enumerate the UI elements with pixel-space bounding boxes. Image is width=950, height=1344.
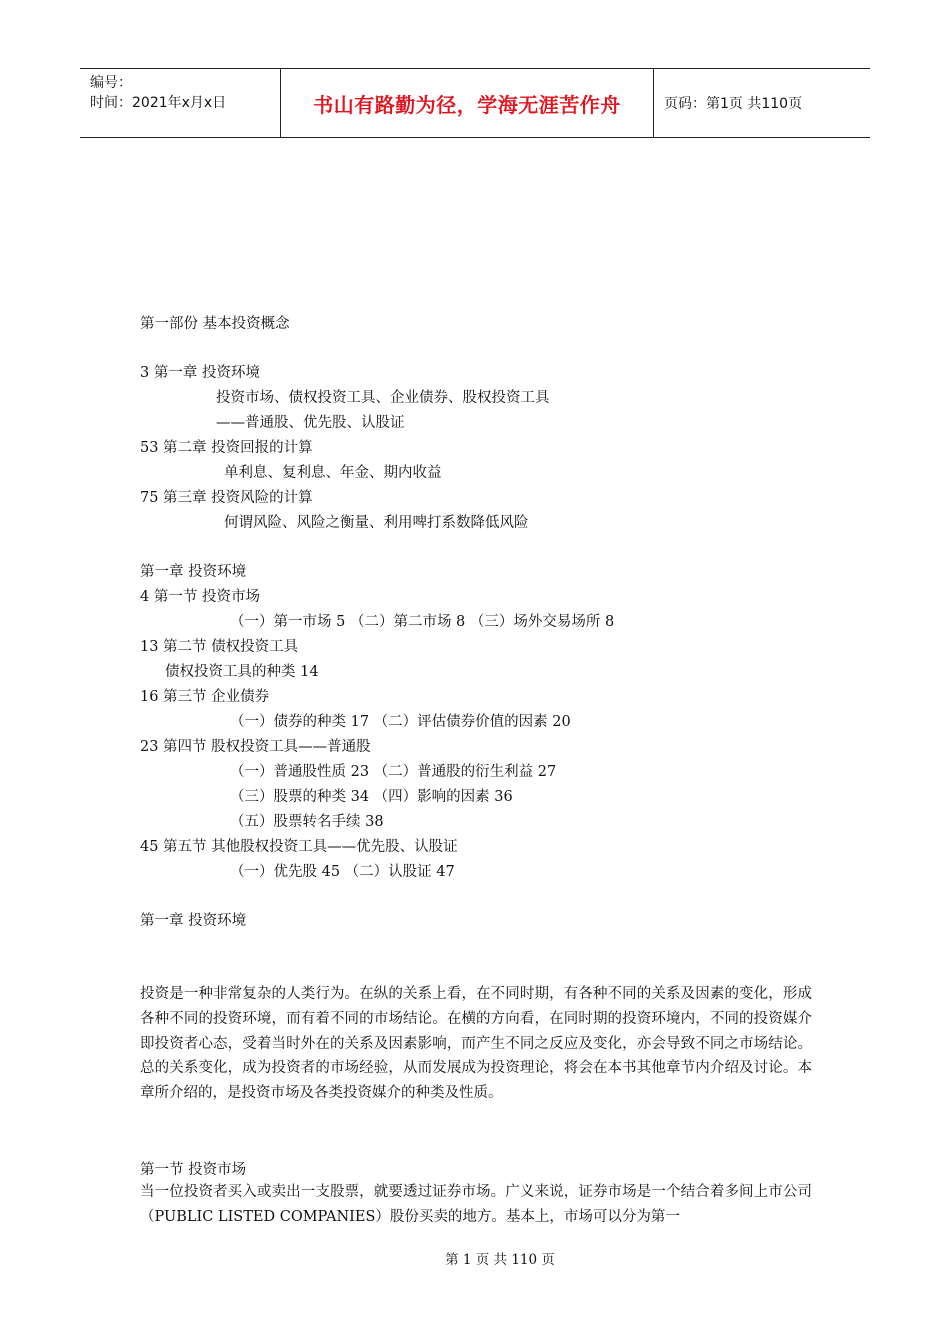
document-time: 时间：2021年x月x日 — [90, 95, 227, 111]
toc-chapter-1-topics: 投资市场、债权投资工具、企业债券、股权投资工具 — [216, 390, 550, 406]
section-heading: 第一节 投资市场 — [140, 1162, 247, 1178]
toc-chapter-2: 53 第二章 投资回报的计算 — [140, 440, 313, 456]
part-title: 第一部份 基本投资概念 — [140, 316, 290, 332]
toc-section-4-items-2: （三）股票的种类 34 （四）影响的因素 36 — [230, 789, 513, 805]
toc-chapter-3: 75 第三章 投资风险的计算 — [140, 490, 313, 506]
chapter-toc-title: 第一章 投资环境 — [140, 564, 247, 580]
toc-section-5-items: （一）优先股 45 （二）认股证 47 — [230, 864, 455, 880]
header-motto: 书山有路勤为径，学海无涯苦作舟 — [281, 69, 654, 137]
header-page-number: 页码：第1页 共110页 — [664, 96, 803, 112]
page-footer: 第 1 页 共 110 页 — [445, 1252, 555, 1268]
toc-section-5: 45 第五节 其他股权投资工具——优先股、认股证 — [140, 839, 458, 855]
toc-section-1: 4 第一节 投资市场 — [140, 589, 260, 605]
toc-chapter-3-topics: 何谓风险、风险之衡量、利用啤打系数降低风险 — [224, 515, 529, 531]
chapter-heading: 第一章 投资环境 — [140, 913, 247, 929]
toc-section-3: 16 第三节 企业债券 — [140, 689, 270, 705]
section-paragraph: 当一位投资者买入或卖出一支股票，就要透过证券市场。广义来说，证券市场是一个结合着多间上市公司（PUBLIC LISTED COMPANIES）股份买卖的地方。基本上，市场可以分为第一 — [140, 1184, 812, 1225]
document-number: 编号： — [90, 75, 132, 91]
toc-section-2: 13 第二节 债权投资工具 — [140, 639, 299, 655]
header-meta — [80, 69, 281, 137]
toc-section-4: 23 第四节 股权投资工具——普通股 — [140, 739, 371, 755]
toc-chapter-1: 3 第一章 投资环境 — [140, 365, 260, 381]
toc-section-1-items: （一）第一市场 5 （二）第二市场 8 （三）场外交易场所 8 — [230, 614, 615, 630]
intro-paragraph: 投资是一种非常复杂的人类行为。在纵的关系上看，在不同时期，有各种不同的关系及因素的变化，形成各种不同的投资环境，而有着不同的市场结论。在横的方向看，在同时期的投资环境内，不同的投资媒介即投资者心态，受着当时外在的关系及因素影响，而产生不同之反应及变化，亦会导致不同之市场结论。总的关系变化，成为投资者的市场经验，从而发展成为投资理论，将会在本书其他章节内介绍及讨论。本章所介绍的，是投资市场及各类投资媒介的种类及性质。 — [140, 986, 812, 1102]
toc-section-4-items-3: （五）股票转名手续 38 — [230, 814, 384, 830]
page-header — [80, 68, 870, 138]
toc-section-3-items: （一）债券的种类 17 （二）评估债券价值的因素 20 — [230, 714, 571, 730]
toc-chapter-2-topics: 单利息、复利息、年金、期内收益 — [224, 465, 442, 481]
toc-chapter-1-topics-cont: ——普通股、优先股、认股证 — [216, 415, 405, 431]
toc-section-4-items-1: （一）普通股性质 23 （二）普通股的衍生利益 27 — [230, 764, 557, 780]
toc-section-2-items: 债权投资工具的种类 14 — [165, 664, 319, 680]
